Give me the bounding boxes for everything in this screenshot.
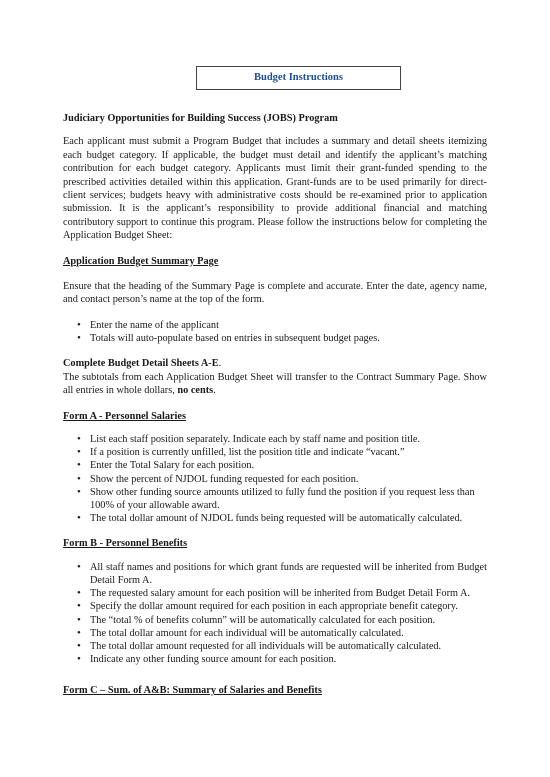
list-item: • The total dollar amount requested for all individuals will be automatically calculated. [90,640,487,653]
detail-heading [63,357,487,370]
list-item: • Show other funding source amounts utilized to fully fund the position if you request less than 100% of your allowable award. [90,486,487,512]
summary-bullet-list [63,319,487,345]
list-item: • All staff names and positions for which grant funds are requested will be inherited from Budget Detail Form A. [90,561,487,587]
detail-text-end: . [213,385,216,397]
form-c-heading: Form C – Sum. of A&B: Summary of Salaries and Benefits [63,685,322,697]
list-item: • Totals will auto-populate based on entries in subsequent budget pages. [90,332,487,345]
detail-text [63,371,487,398]
detail-heading-end: . [218,358,222,370]
list-item: • The requested salary amount for each position will be inherited from Budget Detail Form A. [90,587,487,600]
summary-text: Ensure that the heading of the Summary Page is complete and accurate. Enter the date, agency name, and contact person’s name at the top of the form. [63,281,487,306]
document-body [63,112,487,698]
form-a-bullet-list [63,433,487,525]
form-a-heading: Form A - Personnel Salaries [63,410,186,422]
list-item: • The “total % of benefits column” will be automatically calculated for each position. [90,614,487,627]
list-item: • Enter the name of the applicant [90,319,487,332]
detail-heading-text: Complete Budget Detail Sheets A-E [63,358,219,370]
program-heading: Judiciary Opportunities for Building Success (JOBS) Program [63,113,338,124]
list-item: • Enter the Total Salary for each position. [90,459,487,472]
list-item: • Specify the dollar amount required for each position in each appropriate benefit category. [90,600,487,613]
list-item: • The total dollar amount for each individual will be automatically calculated. [90,627,487,640]
summary-heading: Application Budget Summary Page [63,255,219,267]
detail-text-emphasis: no cents [177,385,214,397]
form-b-bullet-list [63,561,487,667]
list-item: • Indicate any other funding source amount for each position. [90,653,487,666]
detail-text-main: The subtotals from each Application Budget Sheet will transfer to the Contract Summary Page. Show all entries in whole dollars, [63,371,487,397]
document-title: Budget Instructions [196,66,401,90]
list-item: • If a position is currently unfilled, list the position title and indicate “vacant.” [90,446,487,459]
list-item: • Show the percent of NJDOL funding requested for each position. [90,473,487,486]
list-item: • The total dollar amount of NJDOL funds being requested will be automatically calculated. [90,512,487,525]
list-item: • List each staff position separately. Indicate each by staff name and position title. [90,433,487,446]
form-b-heading: Form B - Personnel Benefits [63,538,188,550]
intro-paragraph: Each applicant must submit a Program Budget that includes a summary and detail sheets itemizing each budget category. If applicable, the budget must detail and identify the applicant’s matching contribution for each budget category. Applicants must limit their grant-funded spending to the prescribed activities detailed within this application. Grant-funds are to be used primarily for direct-client services; budgets heavy with administrative costs should be re-examined prior to application submission. It is the applicant’s responsibility to provide additional financial and matching contributory support to continue this program. Please follow the instructions below for completing the Application Budget Sheet: [63,136,487,242]
